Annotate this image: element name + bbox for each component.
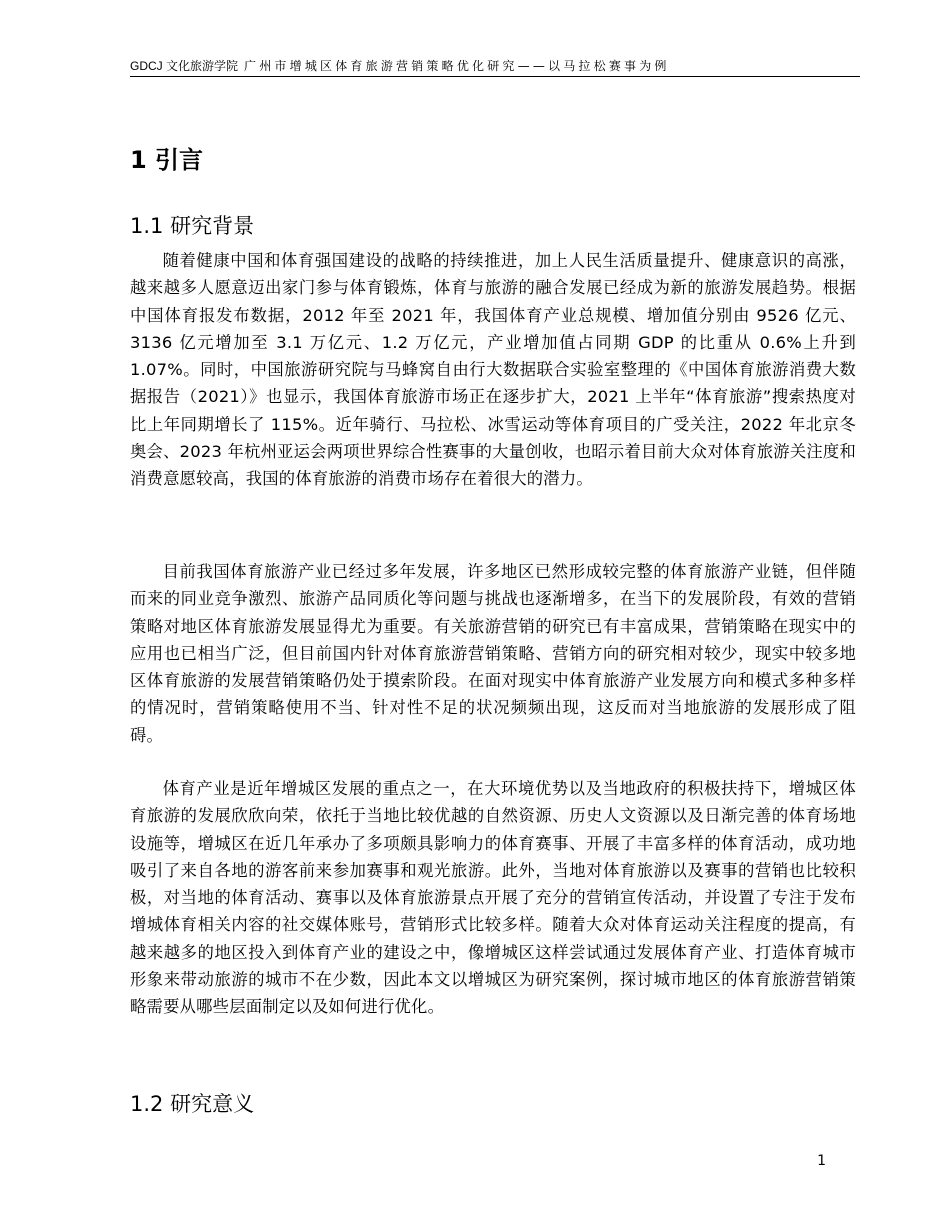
- section-title-significance: 1.2 研究意义: [130, 1092, 255, 1116]
- chapter-title: 1 引言: [130, 146, 204, 174]
- running-header: [130, 58, 860, 77]
- paragraph-background-2: 目前我国体育旅游产业已经过多年发展，许多地区已然形成较完整的体育旅游产业链，但伴随而来的同业竞争激烈、旅游产品同质化等问题与挑战也逐渐增多，在当下的发展阶段，有效的营销策略对地区体育旅游发展显得尤为重要。有关旅游营销的研究已有丰富成果，营销策略在现实中的应用也已相当广泛，但目前国内针对体育旅游营销策略、营销方向的研究相对较少，现实中较多地区体育旅游的发展营销策略仍处于摸索阶段。在面对现实中体育旅游产业发展方向和模式多种多样的情况时，营销策略使用不当、针对性不足的状况频频出现，这反而对当地旅游的发展形成了阻碍。: [130, 562, 856, 745]
- header-thesis-title: 广州市增城区体育旅游营销策略优化研究——以马拉松赛事为例: [244, 59, 670, 73]
- paragraph-background-1: 随着健康中国和体育强国建设的战略的持续推进，加上人民生活质量提升、健康意识的高涨，越来越多人愿意迈出家门参与体育锻炼，体育与旅游的融合发展已经成为新的旅游发展趋势。根据中国体育报发布数据，2012 年至 2021 年，我国体育产业总规模、增加值分别由 9526 亿元、3136 亿元增加至 3.1 万亿元、1.2 万亿元，产业增加值占同期 GDP 的比重从 0.6%上升到 1.07%。同时，中国旅游研究院与马蜂窝自由行大数据联合实验室整理的《中国体育旅游消费大数据报告（2021）》也显示，我国体育旅游市场正在逐步扩大，2021 上半年“体育旅游”搜索热度对比上年同期增长了 115%。近年骑行、马拉松、冰雪运动等体育项目的广受关注，2022 年北京冬奥会、2023 年杭州亚运会两项世界综合性赛事的大量创收，也昭示着目前大众对体育旅游关注度和消费意愿较高，我国的体育旅游的消费市场存在着很大的潜力。: [130, 251, 856, 488]
- paragraph-background-3: 体育产业是近年增城区发展的重点之一，在大环境优势以及当地政府的积极扶持下，增城区体育旅游的发展欣欣向荣，依托于当地比较优越的自然资源、历史人文资源以及日渐完善的体育场地设施等，增城区在近几年承办了多项颇具影响力的体育赛事、开展了丰富多样的体育活动，成功地吸引了来自各地的游客前来参加赛事和观光旅游。此外，当地对体育旅游以及赛事的营销也比较积极，对当地的体育活动、赛事以及体育旅游景点开展了充分的营销宣传活动，并设置了专注于发布增城体育相关内容的社交媒体账号，营销形式比较多样。随着大众对体育运动关注程度的提高，有越来越多的地区投入到体育产业的建设之中，像增城区这样尝试通过发展体育产业、打造体育城市形象来带动旅游的城市不在少数，因此本文以增城区为研究案例，探讨城市地区的体育旅游营销策略需要从哪些层面制定以及如何进行优化。: [130, 779, 856, 1016]
- header-school-name: GDCJ 文化旅游学院: [130, 59, 239, 73]
- section-title-background: 1.1 研究背景: [130, 214, 255, 238]
- page-number: 1: [817, 1153, 826, 1169]
